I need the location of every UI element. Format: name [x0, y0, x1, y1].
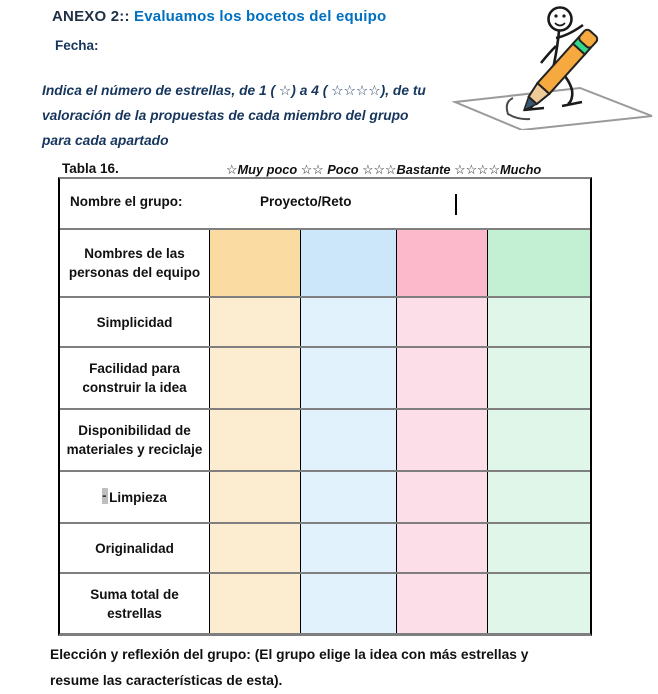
instruction-line-3: para cada apartado [42, 133, 169, 148]
star-cell[interactable] [396, 410, 487, 470]
table-caption: Tabla 16. [62, 161, 119, 176]
group-name-value[interactable]: Proyecto/Reto [260, 194, 352, 209]
footer-line-2: resume las características de esta). [50, 673, 283, 688]
star-cell[interactable] [209, 410, 300, 470]
star-legend: ☆Muy poco ☆☆ Poco ☆☆☆Bastante ☆☆☆☆Mucho [226, 162, 542, 177]
page-title [52, 8, 386, 25]
star-cell[interactable] [487, 472, 590, 522]
star-cell[interactable] [487, 348, 590, 408]
star-cell[interactable] [209, 230, 300, 296]
page-title-text: Evaluamos los bocetos del equipo [129, 8, 387, 25]
star-cell[interactable] [396, 524, 487, 572]
star-cell[interactable] [396, 472, 487, 522]
table-row [60, 346, 590, 408]
star-cell[interactable] [487, 230, 590, 296]
row-label-suma-total: Suma total de estrellas [60, 574, 209, 633]
text-cursor-caret [455, 194, 457, 215]
row-label-nombres: Nombres de las personas del equipo [60, 230, 209, 296]
star-cell[interactable] [300, 230, 396, 296]
star-cell[interactable] [396, 348, 487, 408]
star-cell[interactable] [300, 410, 396, 470]
page-title-prefix: ANEXO 2:: [52, 8, 130, 25]
table-row [60, 572, 590, 633]
footer-line-1: Elección y reflexión del grupo: (El grupo elige la idea con más estrellas y [50, 647, 529, 662]
figure-head [549, 8, 572, 31]
star-cell[interactable] [396, 298, 487, 346]
star-cell[interactable] [300, 524, 396, 572]
footer-note [50, 642, 630, 694]
fecha-label: Fecha: [55, 38, 99, 53]
table-row [60, 296, 590, 346]
star-cell[interactable] [487, 574, 590, 633]
row-label-simplicidad: Simplicidad [60, 298, 209, 346]
table-row [60, 408, 590, 470]
star-cell[interactable] [209, 574, 300, 633]
instruction-paragraph [42, 78, 492, 153]
star-cell[interactable] [300, 472, 396, 522]
table-row [60, 470, 590, 522]
star-cell[interactable] [300, 348, 396, 408]
star-cell[interactable] [209, 524, 300, 572]
star-cell[interactable] [487, 410, 590, 470]
evaluation-table [58, 177, 592, 636]
star-cell[interactable] [396, 574, 487, 633]
selected-dash: - [102, 487, 107, 503]
instruction-line-1: Indica el número de estrellas, de 1 ( ☆) a 4 ( ☆☆☆☆), de tu [42, 83, 426, 98]
instruction-line-2: valoración de la propuestas de cada miembro del grupo [42, 108, 409, 123]
table-row [60, 228, 590, 296]
row-label-disponibilidad: Disponibilidad de materiales y reciclaje [60, 410, 209, 470]
row-label-limpieza: - Limpieza [60, 472, 209, 522]
table-row [60, 522, 590, 572]
group-name-label: Nombre el grupo: [70, 194, 183, 209]
row-label-originalidad: Originalidad [60, 524, 209, 572]
group-name-row[interactable] [60, 179, 590, 228]
star-cell[interactable] [487, 524, 590, 572]
star-cell[interactable] [396, 230, 487, 296]
star-cell[interactable] [209, 298, 300, 346]
star-cell[interactable] [487, 298, 590, 346]
star-cell[interactable] [209, 348, 300, 408]
star-cell[interactable] [300, 298, 396, 346]
star-cell[interactable] [300, 574, 396, 633]
row-label-facilidad: Facilidad para construir la idea [60, 348, 209, 408]
star-cell[interactable] [209, 472, 300, 522]
